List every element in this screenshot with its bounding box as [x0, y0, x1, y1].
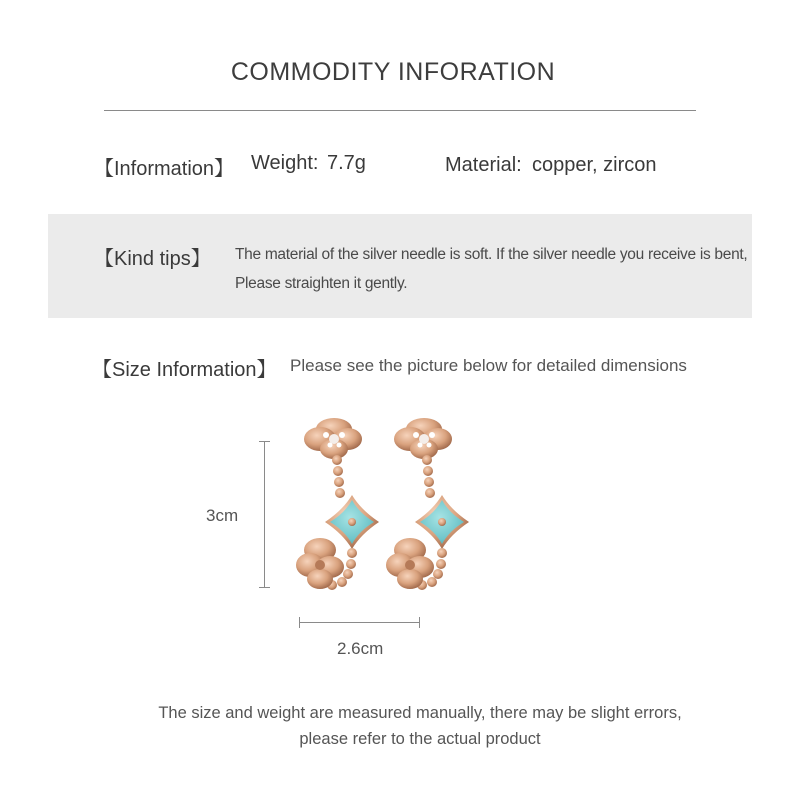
size-information-label: 【Size Information】 — [92, 359, 277, 381]
page-title: COMMODITY INFORATION — [230, 58, 556, 86]
weight-label: Weight: — [251, 152, 319, 174]
earring-left — [296, 418, 379, 590]
kind-tips-label: 【Kind tips】 — [94, 248, 211, 270]
footer-note-line-2: please refer to the actual product — [299, 730, 541, 748]
width-value: 2.6cm — [337, 639, 384, 658]
footer-note-line-1: The size and weight are measured manually, there may be slight errors, — [158, 704, 682, 722]
title-divider — [104, 110, 696, 111]
width-dimension-line — [299, 622, 420, 623]
height-value: 3cm — [206, 506, 239, 525]
kind-tips-line-2: Please straighten it gently. — [235, 275, 408, 292]
weight-value: 7.7g — [327, 152, 366, 174]
earring-pair-image — [290, 415, 490, 605]
material-value: copper, zircon — [532, 154, 657, 176]
kind-tips-line-1: The material of the silver needle is soft. If the silver needle you receive is bent, — [235, 246, 748, 263]
width-dimension-right-tick — [419, 617, 420, 628]
width-dimension-left-tick — [299, 617, 300, 628]
height-dimension-line — [264, 441, 265, 587]
height-dimension-top-tick — [259, 441, 270, 442]
size-information-description: Please see the picture below for detailed dimensions — [290, 356, 687, 375]
information-label: 【Information】 — [94, 158, 235, 180]
earring-right — [386, 418, 469, 590]
material-label: Material: — [445, 154, 522, 176]
height-dimension-bottom-tick — [259, 587, 270, 588]
